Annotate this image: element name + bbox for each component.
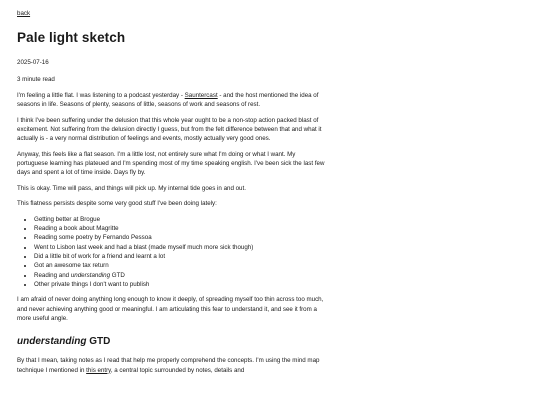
paragraph-4: This is okay. Time will pass, and things will pick up. My internal tide goes in and out. [17,184,246,192]
list-item: • Did a little bit of work for a friend and learnt a lot [34,252,327,261]
paragraph-1-text-b: - and the host mentioned the idea of seasons in life. Seasons of plenty, seasons of little, seasons of work and seasons of rest. [17,91,319,109]
paragraph-7-text-a: By that I mean, taking notes as I read that help me properly comprehend the concepts. I'm using the mind map technique I mentioned in [17,357,320,374]
paragraph-6: I am afraid of never doing anything long enough to know it deeply, of spreading myself too thin across too much, and never achieving anything good or meaningful. I am articulating this fear to understand it, and see it from a more useful angle. [17,296,324,322]
list-item: • Reading some poetry by Fernando Pessoa [34,233,327,242]
section-heading [17,336,327,348]
this-entry-link[interactable]: this entry [86,366,111,374]
post-date: 2025-07-16 [17,59,49,67]
paragraph-2: I think I've been suffering under the delusion that this whole year ought to be a non-stop action packed blast of excitement. Not suffering from the delusion directly I guess, but from the felt difference between that and what it actually is - a very normal distribution of feelings and events, mostly actually very good ones. [17,116,322,143]
list-item-text-b: GTD [110,271,125,279]
list-item: • Reading a book about Magritte [34,224,327,233]
paragraph-3: Anyway, this feels like a flat season. I'm a little lost, not entirely sure what I'm doing or what I want. My portuguese learning has plateued and I'm spending most of my time speaking english. I've been sick the last few days and spent a lot of time inside. Days fly by. [17,150,325,177]
read-time: 3 minute read [17,75,55,83]
back-link[interactable]: back [17,10,31,17]
paragraph-1 [17,91,327,110]
list-item: • Went to Lisbon last week and had a blast (made myself much more sick though) [34,243,327,252]
good-stuff-list [17,215,327,289]
paragraph-1-text-a: I'm feeling a little flat. I was listening to a podcast yesterday - [17,91,185,99]
sauntercast-link[interactable]: Sauntercast [184,91,218,99]
list-item: • Other private things I don't want to publish [34,280,327,289]
paragraph-7-text-b: , a central topic surrounded by notes, details and [110,366,245,374]
list-item [34,271,327,280]
list-item: • Got an awesome tax return [34,261,327,270]
list-item: • Getting better at Brogue [34,215,327,224]
list-item-emphasis: understanding [70,271,111,279]
section-heading-rest: GTD [86,336,111,348]
paragraph-5: This flatness persists despite some very good stuff I've been doing lately: [17,200,217,208]
page-title: Pale light sketch [17,30,126,46]
paragraph-7 [17,356,327,375]
section-heading-emphasis: understanding [17,336,87,348]
list-item-text-a: Reading and [34,271,71,279]
